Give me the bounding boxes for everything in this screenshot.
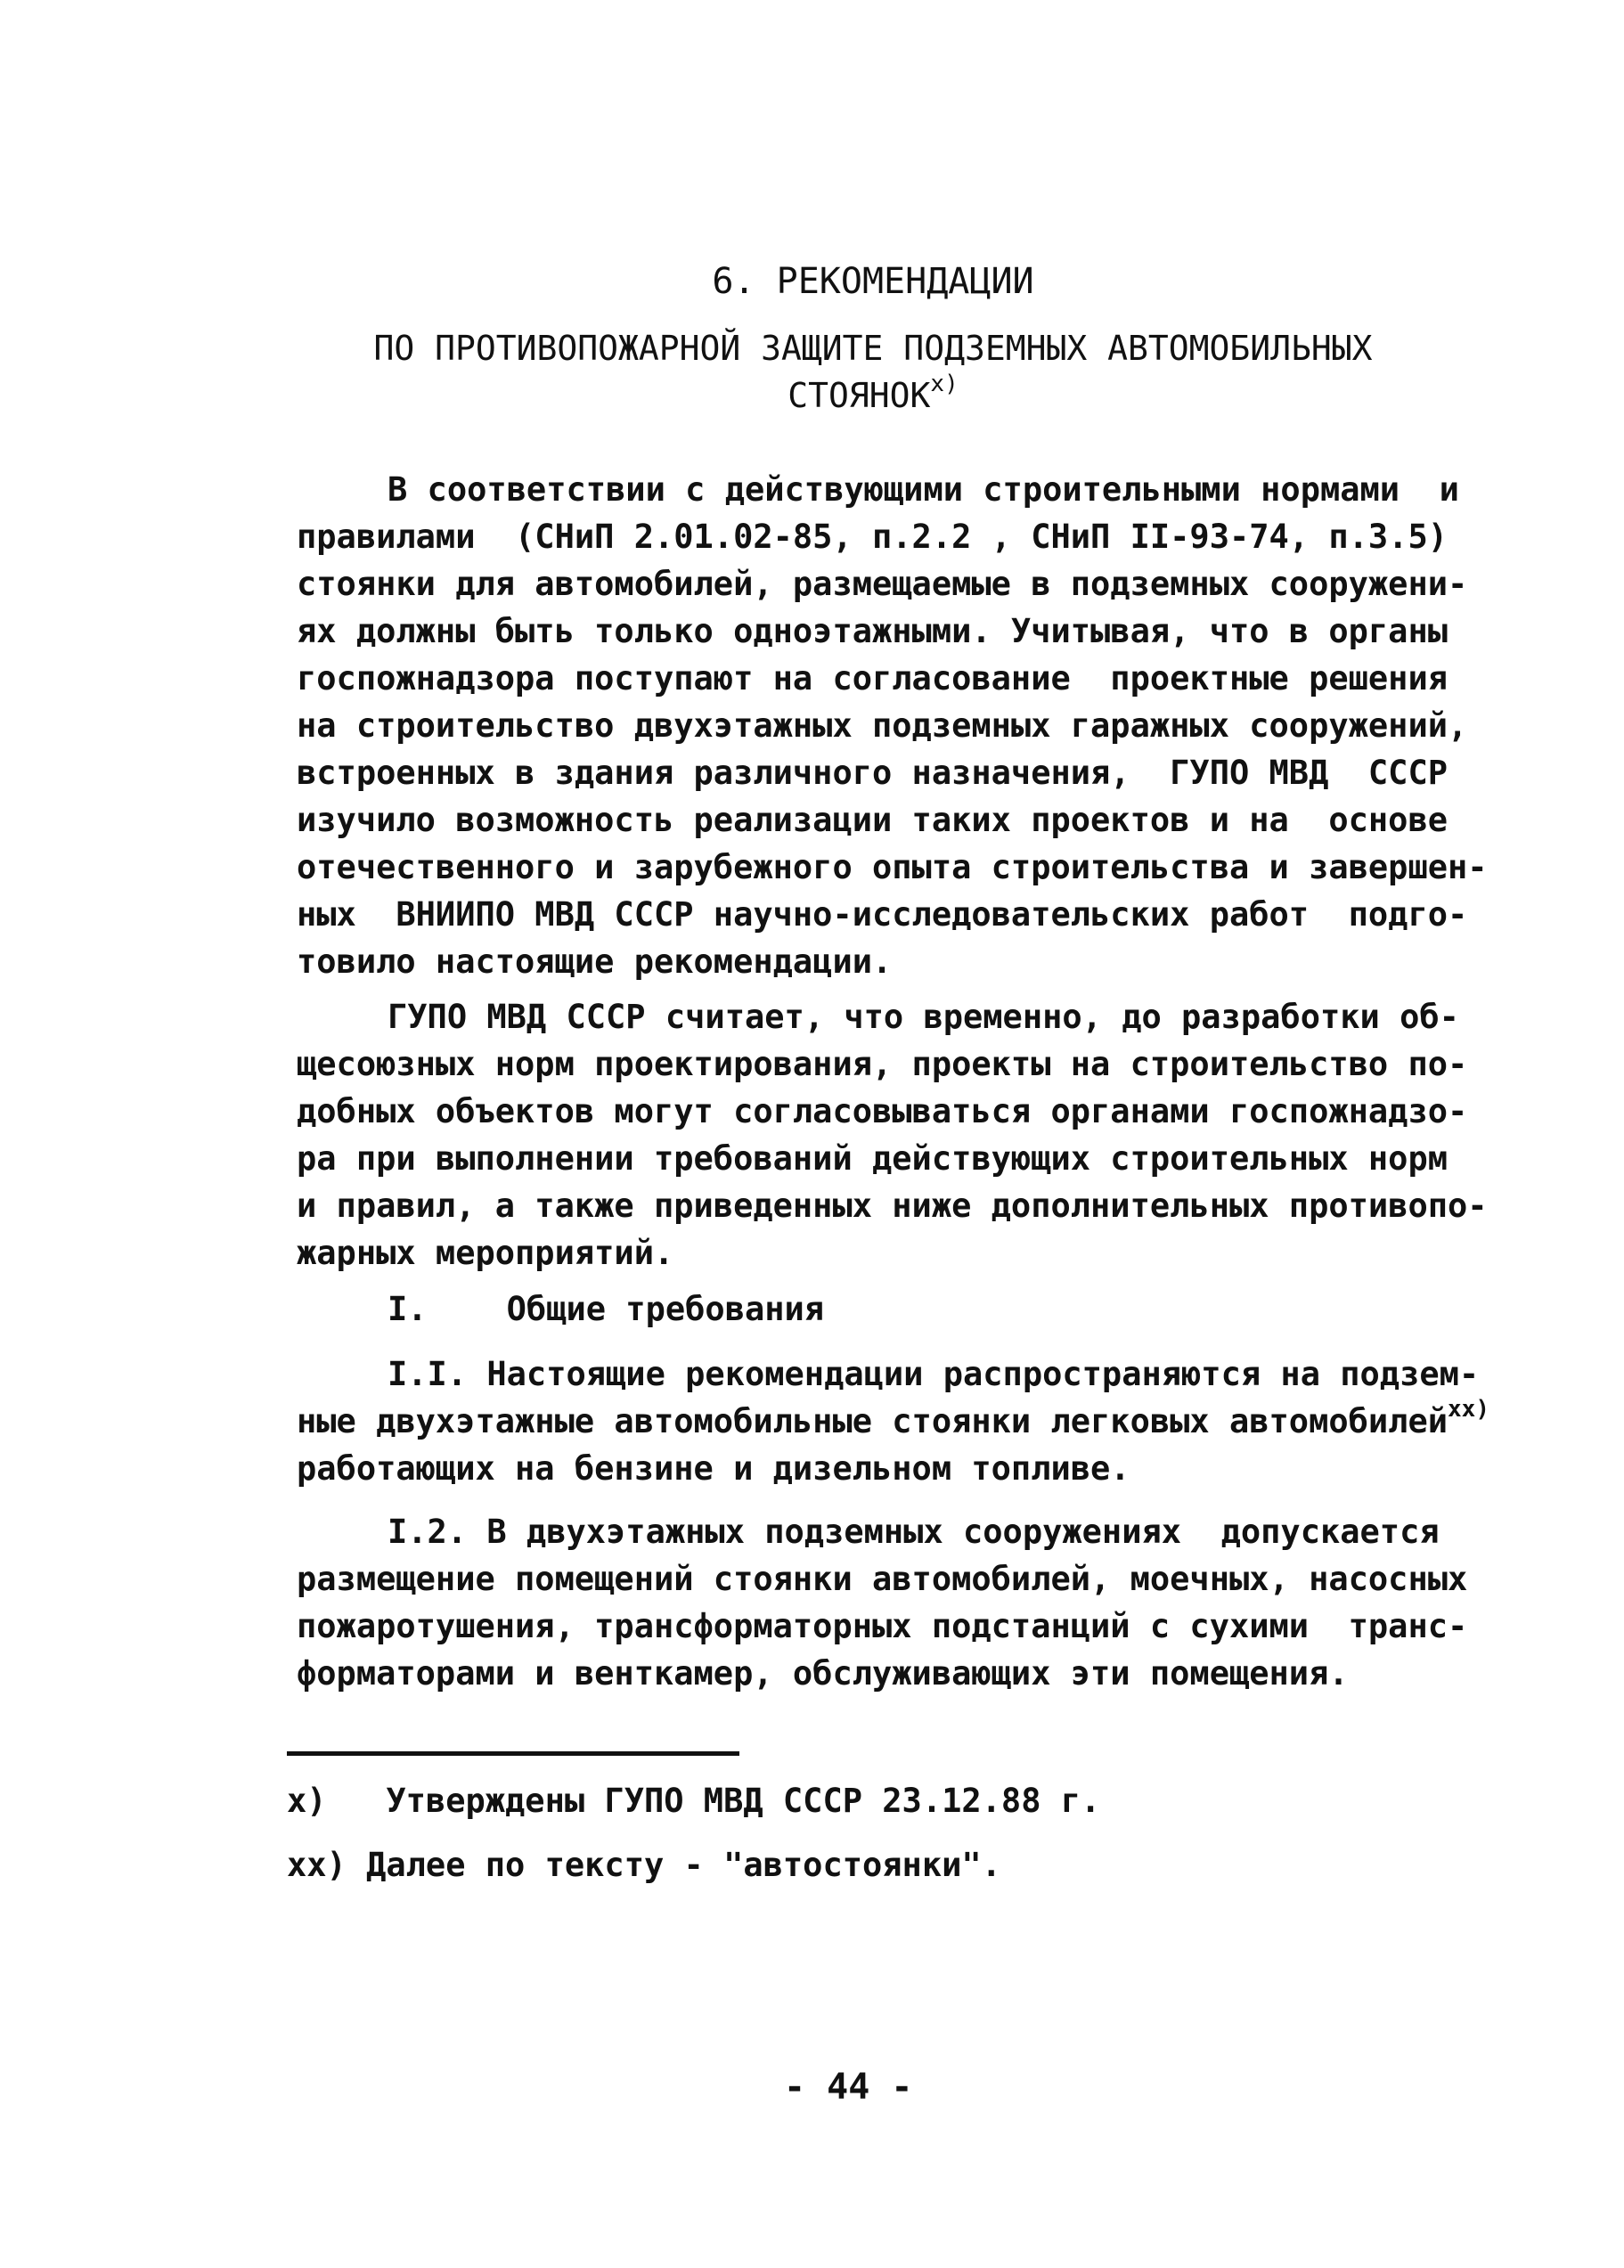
paragraph-line: товило настоящие рекомендации. bbox=[297, 942, 893, 981]
paragraph-line: размещение помещений стоянки автомобилей, моечных, насосных bbox=[297, 1560, 1468, 1598]
footnote-marker: х) bbox=[930, 371, 959, 397]
paragraph-line: добных объектов могут согласовываться органами госпожнадзо- bbox=[297, 1092, 1468, 1130]
paragraph-line-with-marker bbox=[297, 1396, 1489, 1445]
section-title-number: 6. РЕКОМЕНДАЦИИ bbox=[712, 261, 1034, 302]
paragraph-line: изучило возможность реализации таких проектов и на основе bbox=[297, 801, 1449, 839]
footnote-separator bbox=[287, 1751, 739, 1756]
paragraph-line: ГУПО МВД СССР считает, что временно, до разработки об- bbox=[388, 998, 1459, 1036]
paragraph-line: ра при выполнении требований действующих строительных норм bbox=[297, 1139, 1449, 1178]
paragraph-line: на строительство двухэтажных подземных гаражных сооружений, bbox=[297, 706, 1468, 745]
paragraph-line: I.I. Настоящие рекомендации распространяются на подзем- bbox=[388, 1355, 1480, 1393]
paragraph-line: жарных мероприятий. bbox=[297, 1234, 674, 1272]
paragraph-line: В соответствии с действующими строительными нормами и bbox=[388, 470, 1459, 509]
paragraph-line: ях должны быть только одноэтажными. Учитывая, что в органы bbox=[297, 612, 1449, 650]
paragraph-line: госпожнадзора поступают на согласование проектные решения bbox=[297, 659, 1449, 698]
section-title-line: ПО ПРОТИВОПОЖАРНОЙ ЗАЩИТЕ ПОДЗЕМНЫХ АВТОМОБИЛЬНЫХ bbox=[373, 329, 1373, 368]
paragraph-line: I.2. В двухэтажных подземных сооружениях допускается bbox=[388, 1513, 1440, 1551]
paragraph-line: правилами (СНиП 2.01.02-85, п.2.2 , СНиП II-93-74, п.3.5) bbox=[297, 518, 1449, 556]
page-number: - 44 - bbox=[784, 2067, 913, 2108]
paragraph-line: встроенных в здания различного назначения, ГУПО МВД СССР bbox=[297, 754, 1449, 792]
paragraph-line: ные двухэтажные автомобильные стоянки легковых автомобилей bbox=[297, 1402, 1449, 1440]
footnote-marker: хх) bbox=[1448, 1396, 1489, 1423]
subsection-heading: I. Общие требования bbox=[388, 1290, 825, 1328]
footnote: х) Утверждены ГУПО МВД СССР 23.12.88 г. bbox=[287, 1782, 1101, 1820]
section-title-word: СТОЯНОК bbox=[788, 376, 931, 415]
section-title-line-end bbox=[294, 372, 1452, 423]
paragraph-line: и правил, а также приведенных ниже дополнительных противопо- bbox=[297, 1187, 1488, 1225]
paragraph-line: пожаротушения, трансформаторных подстанций с сухими транс- bbox=[297, 1607, 1468, 1645]
paragraph-line: работающих на бензине и дизельном топливе. bbox=[297, 1449, 1130, 1488]
paragraph-line: щесоюзных норм проектирования, проекты на строительство по- bbox=[297, 1045, 1468, 1083]
paragraph-line: стоянки для автомобилей, размещаемые в подземных сооружени- bbox=[297, 565, 1468, 603]
footnote: хх) Далее по тексту - "автостоянки". bbox=[287, 1846, 1001, 1884]
paragraph-line: ных ВНИИПО МВД СССР научно-исследовательских работ подго- bbox=[297, 895, 1468, 934]
paragraph-line: форматорами и венткамер, обслуживающих эти помещения. bbox=[297, 1654, 1349, 1693]
paragraph-line: отечественного и зарубежного опыта строительства и завершен- bbox=[297, 848, 1488, 886]
